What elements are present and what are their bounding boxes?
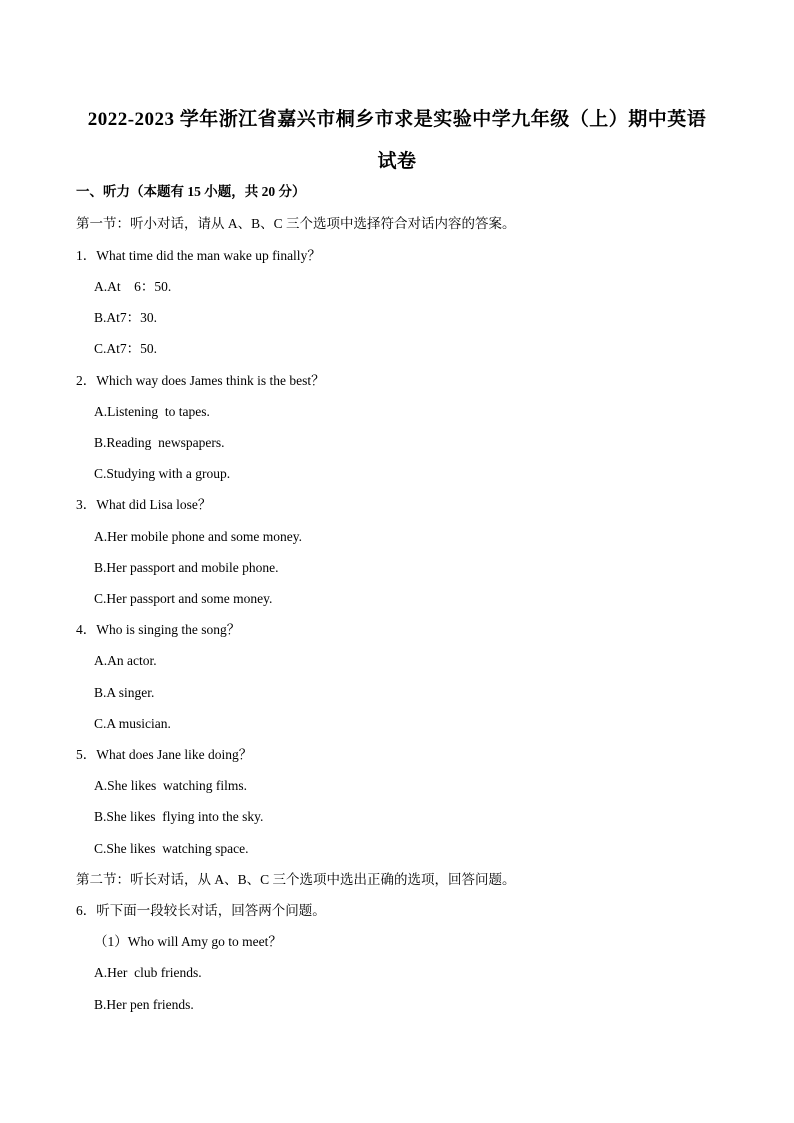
question-5-option-a: A.She likes watching films.	[94, 778, 247, 793]
question-2-stem: 2．Which way does James think is the best？	[76, 373, 325, 388]
question-2-option-a: A.Listening to tapes.	[94, 404, 210, 419]
exam-title-line-1: 2022-2023 学年浙江省嘉兴市桐乡市求是实验中学九年级（上）期中英语	[87, 109, 707, 130]
part2-instruction: 第二节：听长对话，从 A、B、C 三个选项中选出正确的选项，回答问题。	[76, 872, 516, 887]
question-4-option-b: B.A singer.	[94, 685, 155, 700]
exam-title-line-2: 试卷	[377, 151, 417, 172]
question-6-sub-1-stem: （1）Who will Amy go to meet？	[94, 934, 282, 949]
question-3-stem: 3．What did Lisa lose？	[76, 497, 212, 512]
question-5-option-c: C.She likes watching space.	[94, 841, 249, 856]
question-3-option-b: B.Her passport and mobile phone.	[94, 560, 279, 575]
question-2-option-b: B.Reading newspapers.	[94, 435, 225, 450]
question-5-option-b: B.She likes flying into the sky.	[94, 809, 264, 824]
section-heading-listening: 一、听力（本题有 15 小题，共 20 分）	[76, 184, 306, 199]
question-2-option-c: C.Studying with a group.	[94, 466, 231, 481]
question-1-option-a: A.At 6：50.	[94, 279, 172, 294]
question-4-option-c: C.A musician.	[94, 716, 171, 731]
part1-instruction: 第一节：听小对话，请从 A、B、C 三个选项中选择符合对话内容的答案。	[76, 216, 516, 231]
question-1-option-c: C.At7：50.	[94, 341, 158, 356]
question-3-option-a: A.Her mobile phone and some money.	[94, 529, 302, 544]
question-6-stem: 6．听下面一段较长对话，回答两个问题。	[76, 903, 326, 918]
question-6-sub-1-option-a: A.Her club friends.	[94, 965, 202, 980]
question-5-stem: 5．What does Jane like doing？	[76, 747, 253, 762]
question-4-stem: 4．Who is singing the song？	[76, 622, 241, 637]
question-1-option-b: B.At7：30.	[94, 310, 158, 325]
question-6-sub-1-option-b: B.Her pen friends.	[94, 997, 194, 1012]
question-3-option-c: C.Her passport and some money.	[94, 591, 273, 606]
question-4-option-a: A.An actor.	[94, 653, 157, 668]
question-1-stem: 1．What time did the man wake up finally？	[76, 248, 321, 263]
